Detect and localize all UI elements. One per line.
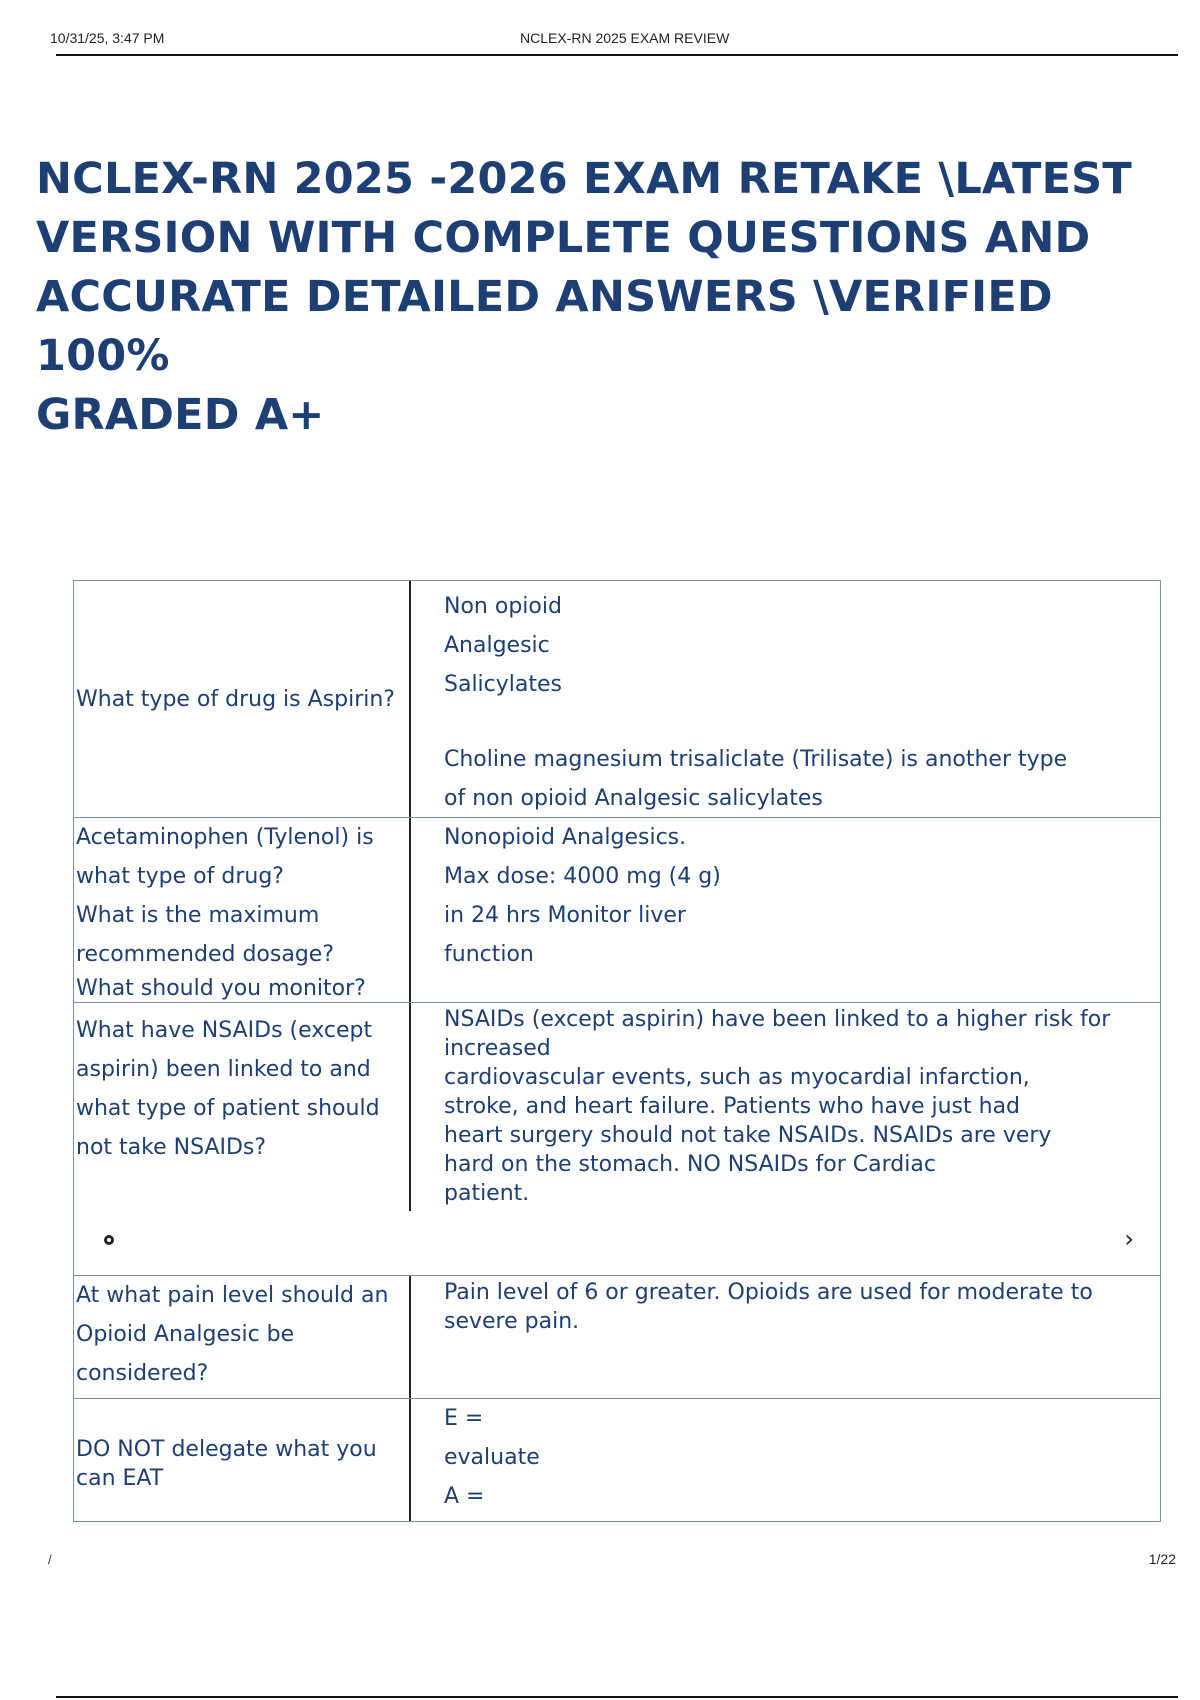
answer-line: increased xyxy=(444,1036,551,1061)
answer-cell xyxy=(411,1399,1160,1521)
question-line: Acetaminophen (Tylenol) is xyxy=(76,825,374,850)
question-line: What should you monitor? xyxy=(76,976,366,1001)
question-line: aspirin) been linked to and xyxy=(76,1057,371,1082)
answer-line: of non opioid Analgesic salicylates xyxy=(444,786,823,811)
question-cell xyxy=(74,1399,411,1521)
qa-table xyxy=(73,580,1161,1522)
question-line: What have NSAIDs (except xyxy=(76,1018,373,1043)
answer-line: patient. xyxy=(444,1181,530,1206)
table-row xyxy=(74,581,1160,817)
header-divider xyxy=(56,54,1178,56)
answer-line: hard on the stomach. NO NSAIDs for Cardiac xyxy=(444,1152,936,1177)
table-row xyxy=(74,1002,1160,1211)
question-cell xyxy=(74,1276,411,1398)
answer-line: cardiovascular events, such as myocardial infarction, xyxy=(444,1065,1030,1090)
answer-line: heart surgery should not take NSAIDs. NSAIDs are very xyxy=(444,1123,1052,1148)
title-line: GRADED A+ xyxy=(36,390,325,440)
answer-line: Analgesic xyxy=(444,633,550,658)
table-row xyxy=(74,1275,1160,1398)
answer-line: in 24 hrs Monitor liver xyxy=(444,903,686,928)
answer-line: function xyxy=(444,942,534,967)
question-line: DO NOT delegate what you xyxy=(76,1437,377,1462)
answer-cell xyxy=(411,1276,1160,1398)
question-cell xyxy=(74,581,411,817)
answer-line: Max dose: 4000 mg (4 g) xyxy=(444,864,721,889)
page-number: 1/22 xyxy=(1148,1551,1176,1567)
answer-spacer xyxy=(444,704,1160,740)
question-line: not take NSAIDs? xyxy=(76,1135,267,1160)
footer-divider xyxy=(56,1696,1178,1698)
answer-line: Salicylates xyxy=(444,672,563,697)
table-row xyxy=(74,817,1160,1002)
answer-line: A = xyxy=(444,1484,485,1509)
question-line: What is the maximum xyxy=(76,903,320,928)
question-cell xyxy=(74,1003,411,1211)
footer-mark: / xyxy=(48,1552,52,1567)
answer-line: stroke, and heart failure. Patients who have just had xyxy=(444,1094,1021,1119)
answer-line: Pain level of 6 or greater. Opioids are used for moderate to xyxy=(444,1280,1093,1305)
title-line: NCLEX-RN 2025 -2026 EXAM RETAKE \LATEST xyxy=(36,154,1132,204)
settings-icon[interactable] xyxy=(102,1233,116,1247)
table-row xyxy=(74,1398,1160,1521)
document-title xyxy=(36,150,1196,445)
answer-line: evaluate xyxy=(444,1445,540,1470)
chevron-right-icon[interactable]: › xyxy=(1124,1225,1134,1253)
answer-line: Nonopioid Analgesics. xyxy=(444,825,687,850)
header-date: 10/31/25, 3:47 PM xyxy=(50,30,165,46)
question-line: what type of drug? xyxy=(76,864,284,889)
question-line: recommended dosage? xyxy=(76,942,334,967)
question-line: What type of drug is Aspirin? xyxy=(76,686,395,712)
answer-line: Non opioid xyxy=(444,594,562,619)
question-line: considered? xyxy=(76,1361,209,1386)
answer-line: E = xyxy=(444,1406,484,1431)
question-line: At what pain level should an xyxy=(76,1283,389,1308)
title-line: ACCURATE DETAILED ANSWERS \VERIFIED 100% xyxy=(36,272,1053,381)
answer-cell xyxy=(411,581,1160,817)
answer-line: severe pain. xyxy=(444,1309,580,1334)
header-doc-title: NCLEX-RN 2025 EXAM REVIEW xyxy=(520,30,730,46)
answer-line: NSAIDs (except aspirin) have been linked to a higher risk for xyxy=(444,1007,1111,1032)
page-overlay-strip xyxy=(74,1211,1160,1275)
answer-line: Choline magnesium trisaliclate (Trilisate) is another type xyxy=(444,747,1068,772)
question-cell xyxy=(74,818,411,1002)
title-line: VERSION WITH COMPLETE QUESTIONS AND xyxy=(36,213,1091,263)
answer-cell xyxy=(411,818,1160,1002)
answer-cell xyxy=(411,1003,1160,1211)
question-line: Opioid Analgesic be xyxy=(76,1322,295,1347)
question-line: can EAT xyxy=(76,1466,164,1491)
question-line: what type of patient should xyxy=(76,1096,380,1121)
